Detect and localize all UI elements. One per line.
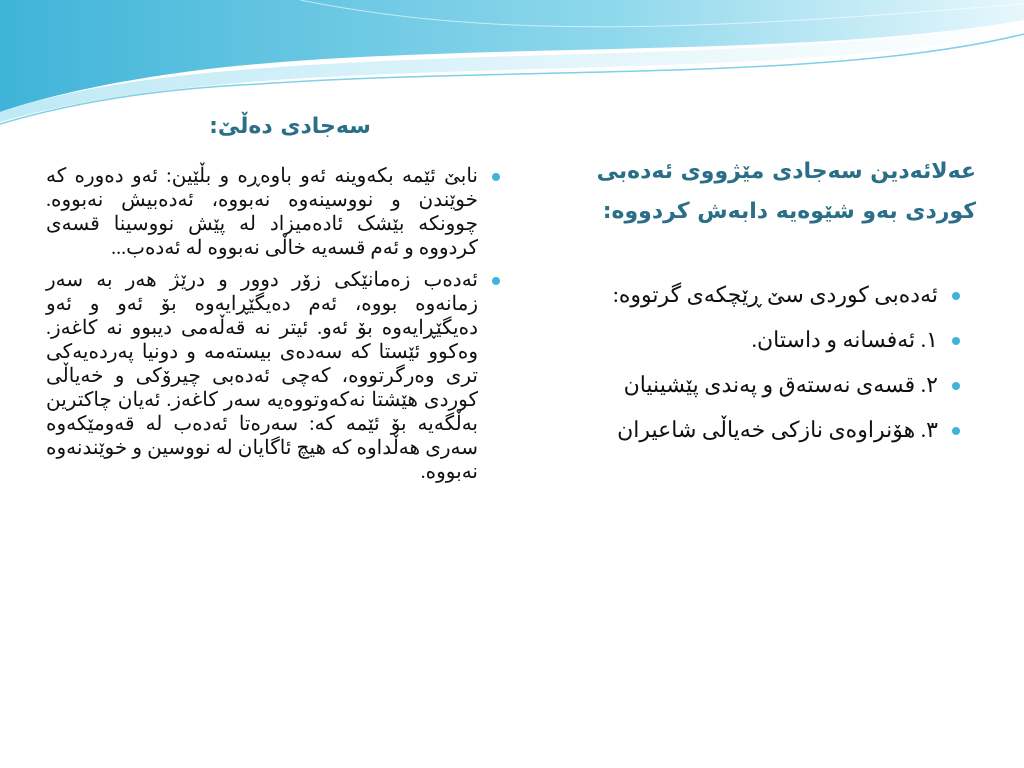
left-bullet-list [46,164,506,484]
list-item [540,417,970,443]
list-item-text: ئەدەبی کوردی سێ ڕێچکەی گرتووە: [612,282,938,307]
paragraph-text: نابێ ئێمە بکەوینە ئەو باوەڕە و بڵێین: ئەو دەورە کە خوێندن و نووسینەوە نەبووە، ئەدەبیش نەبووە. چوونکە بێشک ئادەمیزاد لە پێش نووسینا قسەی کردووە و ئەم قسەیە خاڵی نەبووە لە ئەدەب... [46,165,478,259]
right-bullet-list [540,282,970,443]
bullet-icon [952,337,960,345]
bullet-icon [952,427,960,435]
right-heading: عەلائەدین سەجادی مێژووی ئەدەبی کوردی بەو شێوەیە دابەش کردووە: [596,159,976,224]
list-item [540,327,970,353]
list-item-text: ١. ئەفسانە و داستان. [751,327,938,352]
list-item [540,372,970,398]
paragraph-text: ئەدەب زەمانێکی زۆر دوور و درێژ هەر بە سەر زمانەوە بووە، ئەم دەیگێڕایەوە بۆ ئەو و ئەو دەیگێڕایەوە بۆ ئەو. ئیتر نە قەڵەمی دیبوو نە کاغەز. وەکوو ئێستا کە سەدەی بیستەمە و دونیا پەردەیەکی تری وەرگرتووە، کەچی ئەدەبی چیرۆکی و خەیاڵی کوردی هێشتا نەکەوتووەیە سەر کاغەز. ئەیان چاکترین بەڵگەیە بۆ ئێمە کە: سەرەتا ئەدەب لە قەومێکەوە سەری هەڵداوە کە هیچ ئاگایان لە نووسین و خوێندنەوە نەبووە. [46,269,478,483]
left-column [46,164,506,492]
list-item [46,268,506,484]
bullet-icon [492,173,500,181]
list-item [540,282,970,308]
bullet-icon [952,292,960,300]
right-column [540,282,970,462]
list-item-text: ٣. هۆنراوەی نازکی خەیاڵی شاعیران [617,417,938,442]
bullet-icon [492,277,500,285]
list-item-text: ٢. قسەی نەستەق و پەندی پێشینیان [623,372,938,397]
bullet-icon [952,382,960,390]
left-heading: سەجادی دەڵێ: [209,114,371,139]
list-item [46,164,506,260]
header-wave-decoration [0,0,1024,130]
